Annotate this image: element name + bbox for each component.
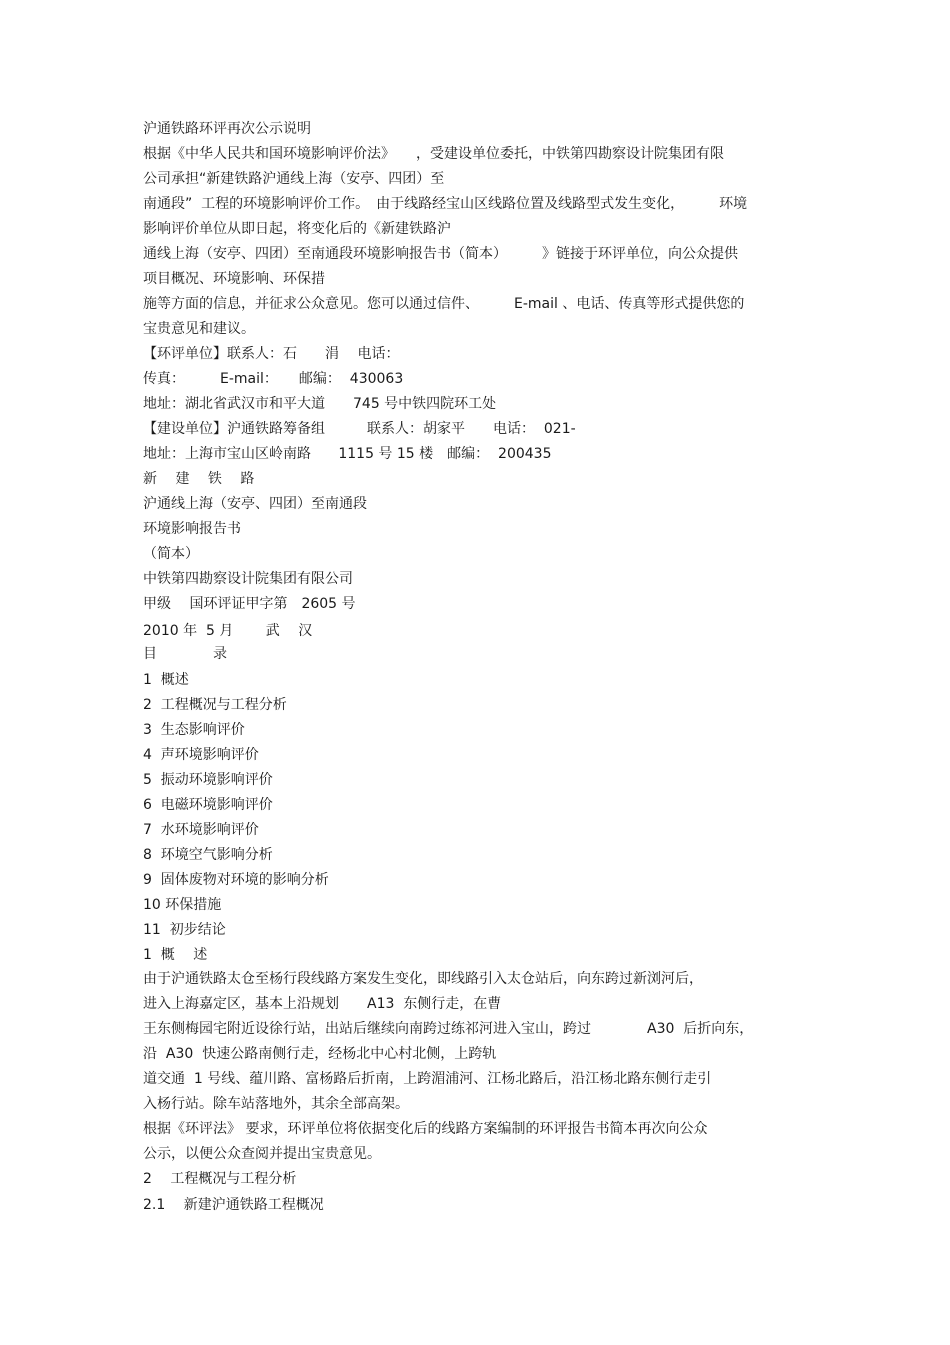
cover-line: 中铁第四勘察设计院集团有限公司 xyxy=(143,571,353,587)
toc-item: 2 工程概况与工程分析 xyxy=(143,697,287,713)
toc-item: 3 生态影响评价 xyxy=(143,722,245,738)
doc-title: 沪通铁路环评再次公示说明 xyxy=(143,121,311,137)
toc-item: 7 水环境影响评价 xyxy=(143,822,259,838)
contact-line: 【建设单位】沪通铁路筹备组 联系人：胡家平 电话： 021- xyxy=(143,421,576,437)
toc-item: 6 电磁环境影响评价 xyxy=(143,797,273,813)
toc-item: 1 概述 xyxy=(143,672,189,688)
toc-item: 10 环保措施 xyxy=(143,897,222,913)
section-heading: 2 工程概况与工程分析 xyxy=(143,1171,297,1187)
text-line: 根据《环评法》 要求，环评单位将依据变化后的线路方案编制的环评报告书简本再次向公众 xyxy=(143,1121,708,1137)
text-line: 入杨行站。除车站落地外，其余全部高架。 xyxy=(143,1096,409,1112)
text-line: 道交通 1 号线、蕴川路、富杨路后折南，上跨湄浦河、江杨北路后，沿江杨北路东侧行走引 xyxy=(143,1071,712,1087)
subsection-heading: 2.1 新建沪通铁路工程概况 xyxy=(143,1197,324,1213)
contact-line: 传真： E-mail： 邮编： 430063 xyxy=(143,371,404,387)
text-line: 通线上海（安亭、四团）至南通段环境影响报告书（简本） 》链接于环评单位，向公众提供 xyxy=(143,246,738,262)
cover-line: （简本） xyxy=(143,546,199,562)
section-heading: 1 概 述 xyxy=(143,947,208,963)
cover-line: 2010 年 5 月 武 汉 xyxy=(143,623,313,639)
text-line: 由于沪通铁路太仓至杨行段线路方案发生变化，即线路引入太仓站后，向东跨过新浏河后， xyxy=(143,971,703,987)
text-line: 施等方面的信息，并征求公众意见。您可以通过信件、 E-mail 、电话、传真等形式提供您的 xyxy=(143,296,745,312)
contact-line: 【环评单位】联系人：石 涓 电话： xyxy=(143,346,400,362)
text-line: 项目概况、环境影响、环保措 xyxy=(143,271,325,287)
toc-item: 9 固体废物对环境的影响分析 xyxy=(143,872,329,888)
cover-line: 新 建 铁 路 xyxy=(143,471,255,487)
text-line: 公司承担“新建铁路沪通线上海（安亭、四团）至 xyxy=(143,171,445,187)
text-line: 公示，以便公众查阅并提出宝贵意见。 xyxy=(143,1146,381,1162)
toc-item: 5 振动环境影响评价 xyxy=(143,772,273,788)
address-line: 地址：湖北省武汉市和平大道 745 号中铁四院环工处 xyxy=(143,396,497,412)
cover-line: 甲级 国环评证甲字第 2605 号 xyxy=(143,596,356,612)
toc-item: 11 初步结论 xyxy=(143,922,226,938)
text-line: 沿 A30 快速公路南侧行走，经杨北中心村北侧，上跨轨 xyxy=(143,1046,497,1062)
text-line: 南通段” 工程的环境影响评价工作。 由于线路经宝山区线路位置及线路型式发生变化， 环境 xyxy=(143,196,748,212)
toc-item: 4 声环境影响评价 xyxy=(143,747,259,763)
toc-heading: 目 录 xyxy=(143,646,227,662)
cover-line: 沪通线上海（安亭、四团）至南通段 xyxy=(143,496,367,512)
text-line: 进入上海嘉定区，基本上沿规划 A13 东侧行走，在曹 xyxy=(143,996,502,1012)
cover-line: 环境影响报告书 xyxy=(143,521,241,537)
text-line: 根据《中华人民共和国环境影响评价法》 ，受建设单位委托，中铁第四勘察设计院集团有限 xyxy=(143,146,724,162)
text-line: 影响评价单位从即日起，将变化后的《新建铁路沪 xyxy=(143,221,451,237)
address-line: 地址：上海市宝山区岭南路 1115 号 15 楼 邮编： 200435 xyxy=(143,446,552,462)
text-line: 王东侧梅园宅附近设徐行站，出站后继续向南跨过练祁河进入宝山，跨过 A30 后折向东， xyxy=(143,1021,754,1037)
toc-item: 8 环境空气影响分析 xyxy=(143,847,273,863)
text-line: 宝贵意见和建议。 xyxy=(143,321,255,337)
